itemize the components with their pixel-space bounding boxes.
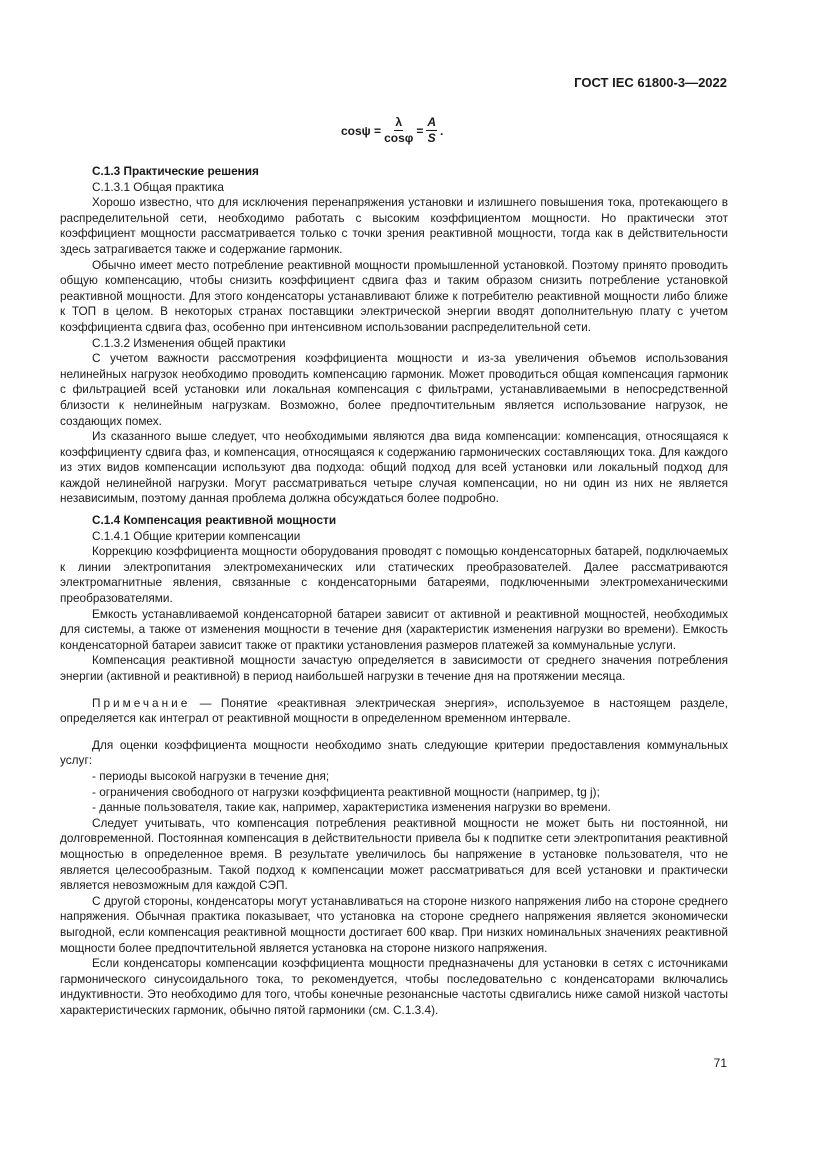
fraction-a-s	[426, 116, 437, 145]
section-heading-c13: С.1.3 Практические решения	[92, 164, 259, 178]
paragraph: Емкость устанавливаемой конденсаторной батареи зависит от активной и реактивной мощностей, необходимых для системы, а также от изменения мощности в течение дня (характеристик изменения нагрузки во времени). Емкость конденсаторной батареи зависит также от практики установления размеров платежей за коммунальные услуги.	[60, 606, 728, 652]
subsection-heading-c131: С.1.3.1 Общая практика	[92, 179, 224, 194]
formula-end: .	[440, 123, 444, 138]
formula-equals: =	[416, 123, 424, 138]
subsection-heading-c141: С.1.4.1 Общие критерии компенсации	[92, 528, 301, 543]
note-label: Примечание	[92, 695, 191, 710]
document-body	[60, 164, 728, 1018]
paragraph: Из сказанного выше следует, что необходимыми являются два вида компенсации: компенсация, относящаяся к коэффициенту сдвига фаз, и компенсация, относящаяся к содержанию гармонических составляющих тока. Для каждого из этих видов компенсации используют два подхода: общий подход для всей установки или локальный подход для каждой нелинейной нагрузки. Могут рассматриваться четыре случая компенсации, но ни один из них не является независимым, поэтому данная проблема должна обсуждаться более подробно.	[60, 429, 728, 506]
page-number: 71	[713, 1056, 727, 1070]
paragraph: С другой стороны, конденсаторы могут устанавливаться на стороне низкого напряжения либо на стороне среднего напряжения. Обычная практика показывает, что установка на стороне среднего напряжения является экономически выгодной, если компенсация реактивной мощности достигает 600 квар. При низких номинальных значениях реактивной мощности более предпочтительной является установка на стороне низкого напряжения.	[60, 893, 728, 955]
fraction-denominator: cosφ	[384, 131, 414, 145]
formula-lhs: cosψ =	[341, 123, 382, 138]
paragraph: Если конденсаторы компенсации коэффициента мощности предназначены для установки в сетях с источниками гармонического синусоидального тока, то рекомендуется, чтобы последовательно с конденсаторами включались индуктивности. Это необходимо для того, чтобы конечные резонансные частоты сдвигались ниже самой низкой частоты характеристических гармоник, обычно пятой гармоники (см. С.1.3.4).	[60, 956, 728, 1017]
paragraph: Хорошо известно, что для исключения перенапряжения установки и излишнего повышения тока, протекающего в распределительной сети, необходимо работать с высоким коэффициентом мощности. Но практически этот коэффициент мощности рассматривается только с точки зрения реактивной мощности, тогда как в действительности здесь затрагивается также и содержание гармоник.	[60, 195, 728, 256]
fraction-denominator: S	[427, 131, 436, 145]
list-item: - периоды высокой нагрузки в течение дня;	[92, 768, 330, 783]
fraction-lambda-cosphi	[384, 116, 413, 145]
subsection-heading-c132: С.1.3.2 Изменения общей практики	[92, 335, 286, 350]
paragraph: Коррекцию коэффициента мощности оборудования проводят с помощью конденсаторных батарей, подключаемых к линии электропитания электромеханических или статических преобразователей. Далее рассматриваются электромагнитные явления, связанные с конденсаторными батареями, подключенными электромеханическими преобразователями.	[60, 544, 728, 606]
note	[60, 696, 728, 727]
formula	[341, 116, 443, 145]
paragraph: Компенсация реактивной мощности зачастую определяется в зависимости от среднего значения потребления энергии (активной и реактивной) в период наибольшей нагрузки в течение дня на протяжении месяца.	[60, 653, 728, 683]
criteria-list	[60, 769, 728, 816]
paragraph: Для оценки коэффициента мощности необходимо знать следующие критерии предоставления коммунальных услуг:	[60, 737, 728, 768]
document-header: ГОСТ IEC 61800-3—2022	[574, 75, 727, 90]
fraction-numerator: A	[427, 115, 437, 129]
paragraph: Следует учитывать, что компенсация потребления реактивной мощности не может быть ни постоянной, ни долговременной. Постоянная компенсация в действительности привела бы к подпитке сети электропитания реактивной мощностью в определенное время. В результате увеличилось бы напряжение в установке пользователя, что не является целесообразным. Такой подход к компенсации может рассматриваться для всей установки и практически является невозможным для каждой СЭП.	[60, 815, 728, 893]
note-text: — Понятие «реактивная электрическая энергия», используемое в настоящем разделе, определяется как интеграл от реактивной мощности в определенном временном интервале.	[60, 695, 728, 726]
section-heading-c14: С.1.4 Компенсация реактивной мощности	[92, 513, 337, 528]
paragraph: С учетом важности рассмотрения коэффициента мощности и из-за увеличения объемов использования нелинейных нагрузок необходимо проводить компенсацию гармоник. Может проводиться общая компенсация гармоник с фильтрацией всей установки или локальная компенсация с фильтрами, устанавливаемыми в непосредственной близости к нелинейным нагрузкам. Возможно, более предпочтительным является использование нагрузок, не создающих помех.	[60, 351, 728, 428]
paragraph: Обычно имеет место потребление реактивной мощности промышленной установкой. Поэтому принято проводить общую компенсацию, чтобы снизить коэффициент сдвига фаз и таким образом снизить потребление установкой реактивной мощности. Для этого конденсаторы устанавливают ближе к потребителю реактивной мощности либо ближе к ТОП в целом. В некоторых странах поставщики электрической энергии вводят дополнительную плату с учетом коэффициента сдвига фаз, особенно при интенсивном использовании распределительной сети.	[60, 257, 728, 334]
fraction-numerator: λ	[395, 115, 403, 129]
list-item: - ограничения свободного от нагрузки коэффициента реактивной мощности (например, tg j);	[92, 784, 600, 799]
list-item: - данные пользователя, такие как, например, характеристика изменения нагрузки во времени.	[92, 800, 611, 815]
